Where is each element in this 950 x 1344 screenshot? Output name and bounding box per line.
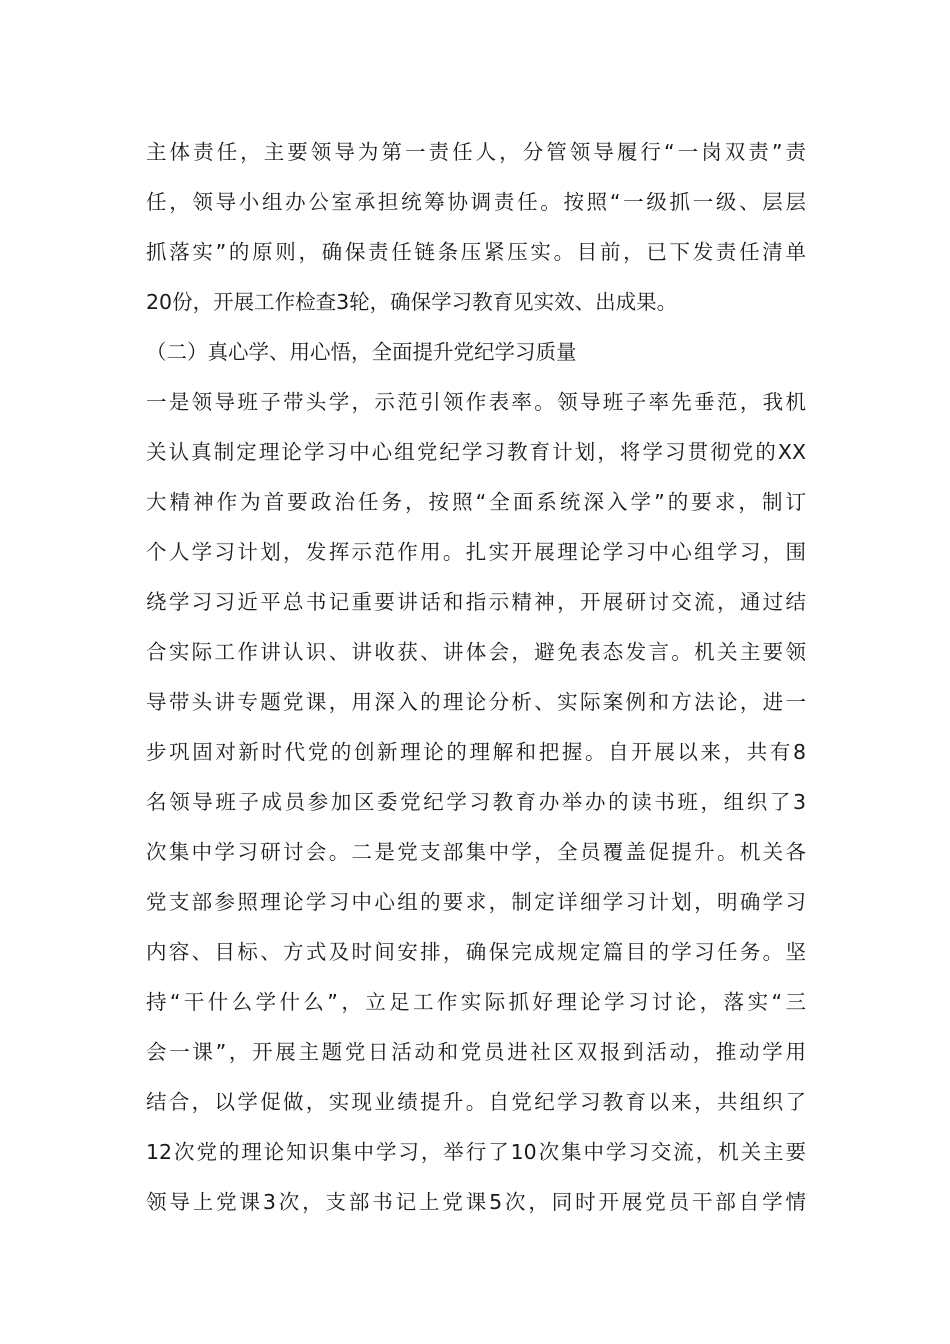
paragraph-line: 持“干什么学什么”，立足工作实际抓好理论学习讨论，落实“三 [146,990,806,1014]
paragraph-line: 导带头讲专题党课，用深入的理论分析、实际案例和方法论，进一 [146,690,806,714]
paragraph-line: 主体责任，主要领导为第一责任人，分管领导履行“一岗双责”责 [146,140,806,164]
paragraph-line: 内容、目标、方式及时间安排，确保完成规定篇目的学习任务。坚 [146,940,806,964]
paragraph-line: 12次党的理论知识集中学习，举行了10次集中学习交流，机关主要 [146,1140,806,1164]
paragraph-line: 名领导班子成员参加区委党纪学习教育办举办的读书班，组织了3 [146,790,806,814]
paragraph-line: 个人学习计划，发挥示范作用。扎实开展理论学习中心组学习，围 [146,540,806,564]
paragraph-line: 一是领导班子带头学，示范引领作表率。领导班子率先垂范，我机 [146,390,806,414]
paragraph-line: 领导上党课3次，支部书记上党课5次，同时开展党员干部自学情 [146,1190,806,1214]
paragraph-line: 结合，以学促做，实现业绩提升。自党纪学习教育以来，共组织了 [146,1090,806,1114]
section-heading: （二）真心学、用心悟，全面提升党纪学习质量 [146,340,577,364]
paragraph-line: 步巩固对新时代党的创新理论的理解和把握。自开展以来，共有8 [146,740,806,764]
paragraph-line: 合实际工作讲认识、讲收获、讲体会，避免表态发言。机关主要领 [146,640,806,664]
paragraph-line: 绕学习习近平总书记重要讲话和指示精神，开展研讨交流，通过结 [146,590,806,614]
paragraph-line: 会一课”，开展主题党日活动和党员进社区双报到活动，推动学用 [146,1040,806,1064]
paragraph-line: 党支部参照理论学习中心组的要求，制定详细学习计划，明确学习 [146,890,806,914]
paragraph-line: 大精神作为首要政治任务，按照“全面系统深入学”的要求，制订 [146,490,806,514]
paragraph-line: 任，领导小组办公室承担统筹协调责任。按照“一级抓一级、层层 [146,190,806,214]
paragraph-line: 20份，开展工作检查3轮，确保学习教育见实效、出成果。 [146,290,678,314]
paragraph-line: 抓落实”的原则，确保责任链条压紧压实。目前，已下发责任清单 [146,240,806,264]
paragraph-line: 关认真制定理论学习中心组党纪学习教育计划，将学习贯彻党的XX [146,440,806,464]
paragraph-line: 次集中学习研讨会。二是党支部集中学，全员覆盖促提升。机关各 [146,840,806,864]
